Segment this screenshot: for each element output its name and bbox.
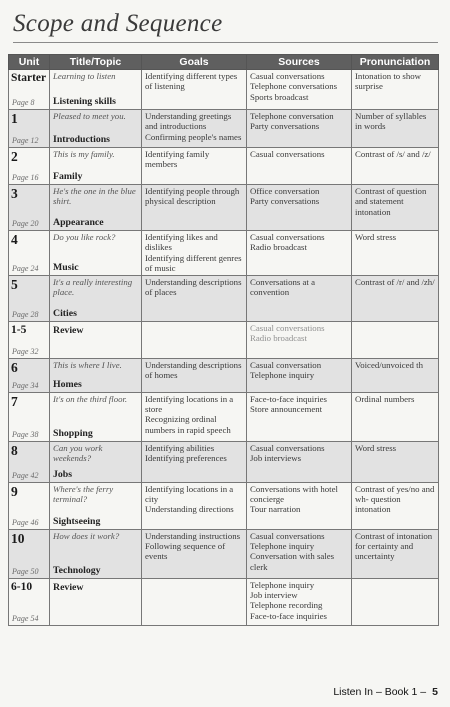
unit-cell: [9, 578, 50, 625]
topic-cell: [50, 441, 142, 482]
unit-page: Page 34: [12, 380, 39, 390]
source-line: Party conversations: [250, 196, 320, 207]
source-line: Casual conversations: [250, 442, 325, 453]
source-line: Telephone inquiry: [250, 541, 315, 552]
source-line: Face-to-face inquiries: [250, 393, 327, 404]
unit-number: 4: [11, 232, 18, 247]
sources-cell: [247, 321, 352, 358]
scope-sequence-table: [8, 54, 439, 626]
goal-line: Identifying locations in a city: [145, 483, 234, 505]
unit-page: Page 12: [12, 136, 39, 145]
unit-number: 8: [11, 442, 18, 458]
topic-title: Technology: [53, 564, 101, 576]
unit-cell: [9, 529, 50, 578]
sources-cell: [247, 392, 352, 441]
page-title: Scope and Sequence: [13, 10, 223, 37]
source-line: Conversations with hotel concierge: [250, 483, 338, 505]
pronunciation-cell: [352, 148, 439, 185]
pronunciation-line: Voiced/unvoiced th: [355, 359, 423, 370]
table-row: [9, 441, 439, 482]
pronunciation-cell: [352, 358, 439, 392]
unit-number: Starter: [11, 72, 47, 84]
table-row: [9, 231, 439, 276]
topic-cell: [50, 148, 142, 185]
header-pronunciation: Pronunciation: [352, 55, 439, 70]
topic-title: Sightseeing: [53, 515, 101, 527]
unit-page: Page 42: [12, 470, 39, 480]
source-line: Telephone inquiry: [250, 579, 315, 590]
source-line: Job interview: [250, 590, 298, 601]
unit-page: Page 24: [12, 263, 39, 273]
pronunciation-line: Intonation to show surprise: [355, 71, 421, 92]
source-line: Office conversation: [250, 186, 320, 196]
source-line: Party conversations: [250, 121, 320, 132]
topic-title: Introductions: [53, 134, 110, 145]
topic-cell: [50, 275, 142, 321]
topic-phrase: Can you work weekends?: [53, 442, 103, 464]
goal-line: Identifying different types of listening: [145, 71, 238, 92]
goals-cell: [142, 110, 247, 148]
source-line: Casual conversations: [250, 71, 325, 81]
topic-cell: [50, 70, 142, 110]
pronunciation-cell: [352, 275, 439, 321]
unit-cell: [9, 110, 50, 148]
topic-phrase: Where's the ferry terminal?: [53, 483, 114, 505]
unit-page: Page 50: [12, 566, 39, 576]
source-line: Store announcement: [250, 404, 323, 415]
goals-cell: [142, 578, 247, 625]
topic-phrase: This is my family.: [53, 149, 115, 159]
sources-cell: [247, 231, 352, 276]
pronunciation-line: Number of syllables in words: [355, 111, 427, 132]
table-row: [9, 110, 439, 148]
topic-title: Family: [53, 171, 83, 182]
pronunciation-cell: [352, 185, 439, 231]
unit-number: 1: [11, 111, 18, 126]
table-row: [9, 392, 439, 441]
goal-line: Identifying locations in a store: [145, 393, 234, 415]
goal-line: Understanding descriptions of homes: [145, 359, 242, 381]
goal-line: Understanding greetings and introductions: [145, 111, 232, 132]
unit-number: 9: [11, 483, 18, 499]
pronunciation-line: Contrast of intonation for certainty and uncertainty: [355, 530, 433, 562]
footer-page-number: 5: [432, 686, 438, 698]
source-line: Telephone inquiry: [250, 370, 315, 381]
header-sources: Sources: [247, 55, 352, 70]
topic-phrase: This is where I live.: [53, 359, 122, 370]
unit-number: 2: [11, 149, 18, 164]
topic-title: Review: [53, 581, 84, 593]
source-line: Casual conversations: [250, 322, 325, 333]
header-row: [9, 55, 439, 70]
goal-line: Following sequence of events: [145, 541, 226, 562]
topic-phrase: Learning to listen: [53, 71, 116, 81]
topic-cell: [50, 482, 142, 529]
goal-line: Identifying abilities: [145, 442, 215, 453]
unit-page: Page 8: [12, 98, 35, 107]
unit-cell: [9, 231, 50, 276]
footer-book-label: Listen In – Book 1 –: [333, 686, 427, 698]
table-row: [9, 482, 439, 529]
topic-phrase: He's the one in the blue shirt.: [53, 186, 136, 207]
topic-cell: [50, 529, 142, 578]
pronunciation-line: Contrast of /s/ and /z/: [355, 149, 431, 159]
pronunciation-cell: [352, 529, 439, 578]
source-line: Conversation with sales clerk: [250, 551, 335, 572]
topic-phrase: It's on the third floor.: [53, 393, 128, 404]
topic-title: Cities: [53, 307, 77, 319]
goal-line: Confirming people's names: [145, 131, 242, 142]
goal-line: Understanding descriptions of places: [145, 276, 242, 298]
topic-cell: [50, 358, 142, 392]
page-footer: [333, 686, 438, 698]
unit-page: Page 54: [12, 613, 39, 623]
topic-title: Listening skills: [53, 96, 116, 107]
unit-number: 6: [11, 359, 18, 375]
unit-cell: [9, 358, 50, 392]
pronunciation-cell: [352, 392, 439, 441]
unit-number: 5: [11, 276, 18, 292]
topic-cell: [50, 321, 142, 358]
unit-page: Page 16: [12, 173, 39, 182]
goals-cell: [142, 358, 247, 392]
table-row: [9, 70, 439, 110]
goals-cell: [142, 529, 247, 578]
pronunciation-cell: [352, 231, 439, 276]
source-line: Telephone recording: [250, 600, 323, 611]
unit-number: 3: [11, 186, 18, 201]
pronunciation-cell: [352, 70, 439, 110]
source-line: Radio broadcast: [250, 242, 307, 253]
sources-cell: [247, 148, 352, 185]
sources-cell: [247, 110, 352, 148]
sources-cell: [247, 358, 352, 392]
goals-cell: [142, 441, 247, 482]
goal-line: Understanding instructions: [145, 530, 241, 541]
goal-line: Identifying different genres of music: [145, 252, 242, 274]
goal-line: Identifying preferences: [145, 453, 227, 464]
table-row: [9, 578, 439, 625]
title-rule: [13, 42, 438, 43]
topic-phrase: How does it work?: [53, 530, 120, 541]
topic-cell: [50, 185, 142, 231]
goal-line: Identifying family members: [145, 149, 210, 170]
source-line: Casual conversations: [250, 232, 325, 242]
unit-number: 1-5: [11, 323, 27, 336]
goals-cell: [142, 231, 247, 276]
sources-cell: [247, 578, 352, 625]
pronunciation-line: Ordinal numbers: [355, 393, 415, 404]
unit-cell: [9, 70, 50, 110]
goals-cell: [142, 275, 247, 321]
pronunciation-line: Contrast of /r/ and /zh/: [355, 276, 435, 287]
sources-cell: [247, 441, 352, 482]
unit-number: 6-10: [11, 580, 33, 593]
topic-cell: [50, 578, 142, 625]
topic-phrase: Do you like rock?: [53, 232, 116, 242]
pronunciation-cell: [352, 578, 439, 625]
pronunciation-cell: [352, 482, 439, 529]
source-line: Telephone conversations: [250, 81, 338, 92]
topic-title: Shopping: [53, 427, 93, 439]
source-line: Face-to-face inquiries: [250, 610, 327, 621]
pronunciation-line: Contrast of yes/no and wh- question intonation: [355, 483, 435, 515]
unit-cell: [9, 441, 50, 482]
source-line: Casual conversations: [250, 149, 325, 159]
table-row: [9, 358, 439, 392]
pronunciation-cell: [352, 441, 439, 482]
sources-cell: [247, 185, 352, 231]
source-line: Sports broadcast: [250, 91, 309, 102]
unit-number: 10: [11, 530, 25, 546]
unit-page: Page 32: [12, 346, 39, 356]
goal-line: Identifying likes and dislikes: [145, 232, 218, 253]
pronunciation-line: Word stress: [355, 232, 397, 242]
topic-phrase: It's a really interesting place.: [53, 276, 133, 298]
topic-title: Music: [53, 261, 79, 273]
source-line: Conversations at a convention: [250, 276, 315, 298]
topic-cell: [50, 110, 142, 148]
topic-title: Homes: [53, 378, 82, 390]
goals-cell: [142, 185, 247, 231]
source-line: Casual conversation: [250, 359, 322, 370]
topic-cell: [50, 231, 142, 276]
source-line: Casual conversations: [250, 530, 325, 541]
goals-cell: [142, 70, 247, 110]
sources-cell: [247, 70, 352, 110]
unit-cell: [9, 185, 50, 231]
header-goals: Goals: [142, 55, 247, 70]
goals-cell: [142, 148, 247, 185]
sources-cell: [247, 529, 352, 578]
pronunciation-cell: [352, 110, 439, 148]
unit-cell: [9, 321, 50, 358]
topic-title: Appearance: [53, 217, 104, 228]
unit-cell: [9, 148, 50, 185]
table-row: [9, 321, 439, 358]
goal-line: Recognizing ordinal numbers in rapid speech: [145, 414, 231, 435]
unit-page: Page 28: [12, 309, 39, 319]
unit-cell: [9, 482, 50, 529]
goals-cell: [142, 392, 247, 441]
pronunciation-line: Contrast of question and statement intonation: [355, 186, 427, 217]
source-line: Job interviews: [250, 453, 302, 464]
table-body: [9, 70, 439, 626]
topic-title: Review: [53, 324, 84, 336]
table-row: [9, 148, 439, 185]
topic-cell: [50, 392, 142, 441]
unit-page: Page 38: [12, 429, 39, 439]
sources-cell: [247, 275, 352, 321]
source-line: Tour narration: [250, 504, 301, 515]
pronunciation-line: Word stress: [355, 442, 397, 453]
topic-phrase: Pleased to meet you.: [53, 111, 126, 121]
table-row: [9, 529, 439, 578]
header-title-topic: Title/Topic: [50, 55, 142, 70]
unit-number: 7: [11, 393, 18, 409]
table-row: [9, 275, 439, 321]
goal-line: Identifying people through physical description: [145, 186, 240, 207]
source-line: Telephone conversation: [250, 111, 334, 121]
pronunciation-cell: [352, 321, 439, 358]
unit-page: Page 46: [12, 517, 39, 527]
goals-cell: [142, 321, 247, 358]
goals-cell: [142, 482, 247, 529]
source-line: Radio broadcast: [250, 333, 307, 344]
header-unit: Unit: [9, 55, 50, 70]
sources-cell: [247, 482, 352, 529]
unit-page: Page 20: [12, 219, 39, 228]
unit-cell: [9, 392, 50, 441]
unit-cell: [9, 275, 50, 321]
table-row: [9, 185, 439, 231]
topic-title: Jobs: [53, 468, 73, 480]
goal-line: Understanding directions: [145, 504, 234, 515]
